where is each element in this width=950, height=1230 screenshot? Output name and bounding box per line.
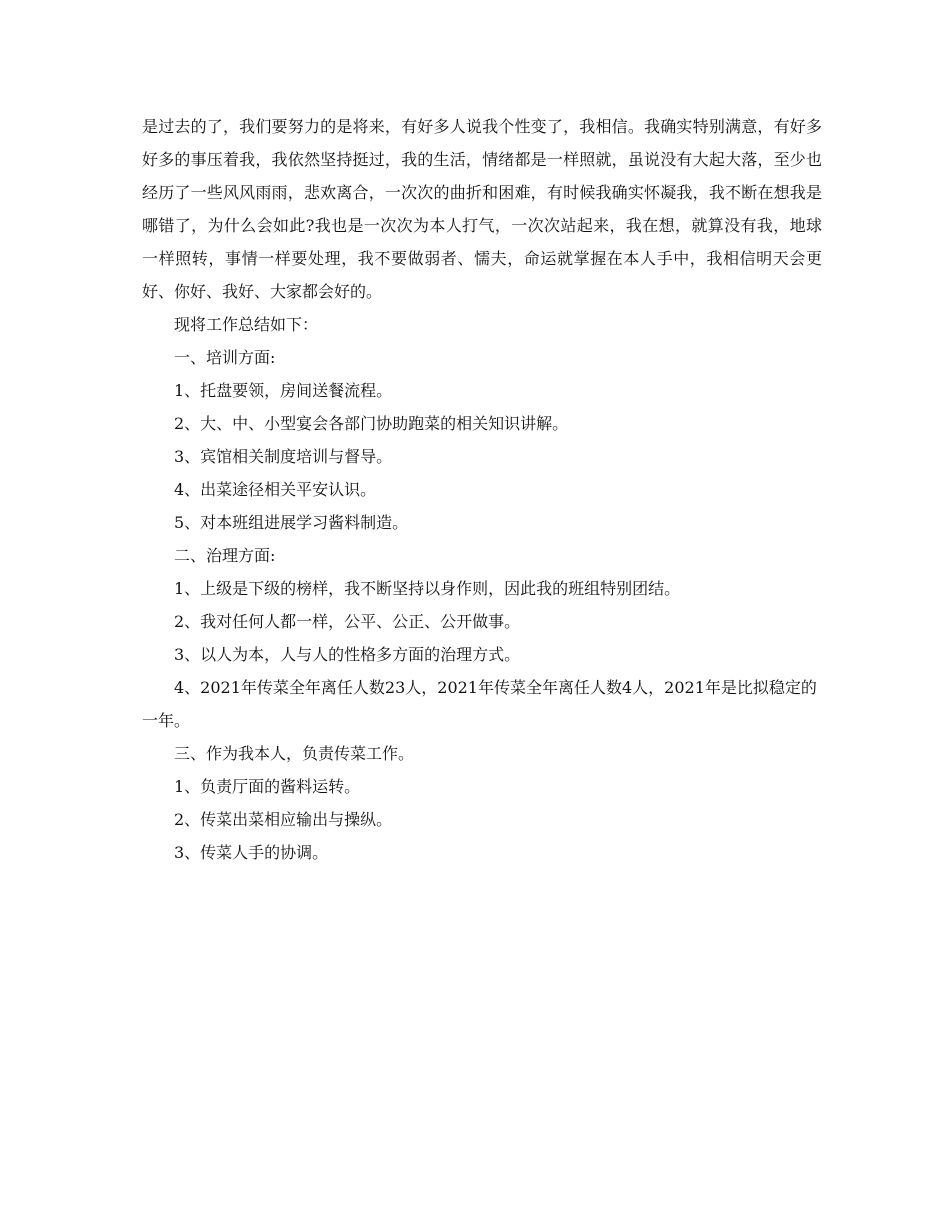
- list-item: 3、传菜人手的协调。: [174, 843, 329, 862]
- list-item: 2、传菜出菜相应输出与操纵。: [174, 810, 393, 829]
- list-item: 3、宾馆相关制度培训与督导。: [174, 447, 393, 466]
- summary-list: [142, 308, 822, 869]
- list-item: 1、上级是下级的榜样，我不断坚持以身作则，因此我的班组特别团结。: [174, 579, 681, 598]
- document-page: [142, 110, 822, 869]
- list-item: 2、我对任何人都一样，公平、公正、公开做事。: [174, 612, 521, 631]
- section-heading-training: 一、培训方面:: [174, 348, 276, 367]
- list-item: 4、2021年传菜全年离任人数23人，2021年传菜全年离任人数4人，2021年是比拟稳定的一年。: [142, 678, 817, 730]
- list-item: 2、大、中、小型宴会各部门协助跑菜的相关知识讲解。: [174, 414, 569, 433]
- list-item: 1、负责厅面的酱料运转。: [174, 777, 361, 796]
- list-item: 1、托盘要领，房间送餐流程。: [174, 381, 393, 400]
- section-heading-management: 二、治理方面:: [174, 546, 276, 565]
- intro-paragraph: 是过去的了，我们要努力的是将来，有好多人说我个性变了，我相信。我确实特别满意，有好多好多的事压着我，我依然坚持挺过，我的生活，情绪都是一样照就，虽说没有大起大落，至少也经历了一些风风雨雨，悲欢离合，一次次的曲折和困难，有时候我确实怀凝我，我不断在想我是哪错了，为什么会如此?我也是一次次为本人打气，一次次站起来，我在想，就算没有我，地球一样照转，事情一样要处理，我不要做弱者、懦夫，命运就掌握在本人手中，我相信明天会更好、你好、我好、大家都会好的。: [142, 117, 822, 301]
- list-item: 4、出菜途径相关平安认识。: [174, 480, 377, 499]
- section-heading-self: 三、作为我本人，负责传菜工作。: [174, 744, 415, 763]
- list-item: 5、对本班组进展学习酱料制造。: [174, 513, 409, 532]
- summary-intro-line: 现将工作总结如下：: [174, 315, 319, 334]
- list-item: 3、以人为本，人与人的性格多方面的治理方式。: [174, 645, 521, 664]
